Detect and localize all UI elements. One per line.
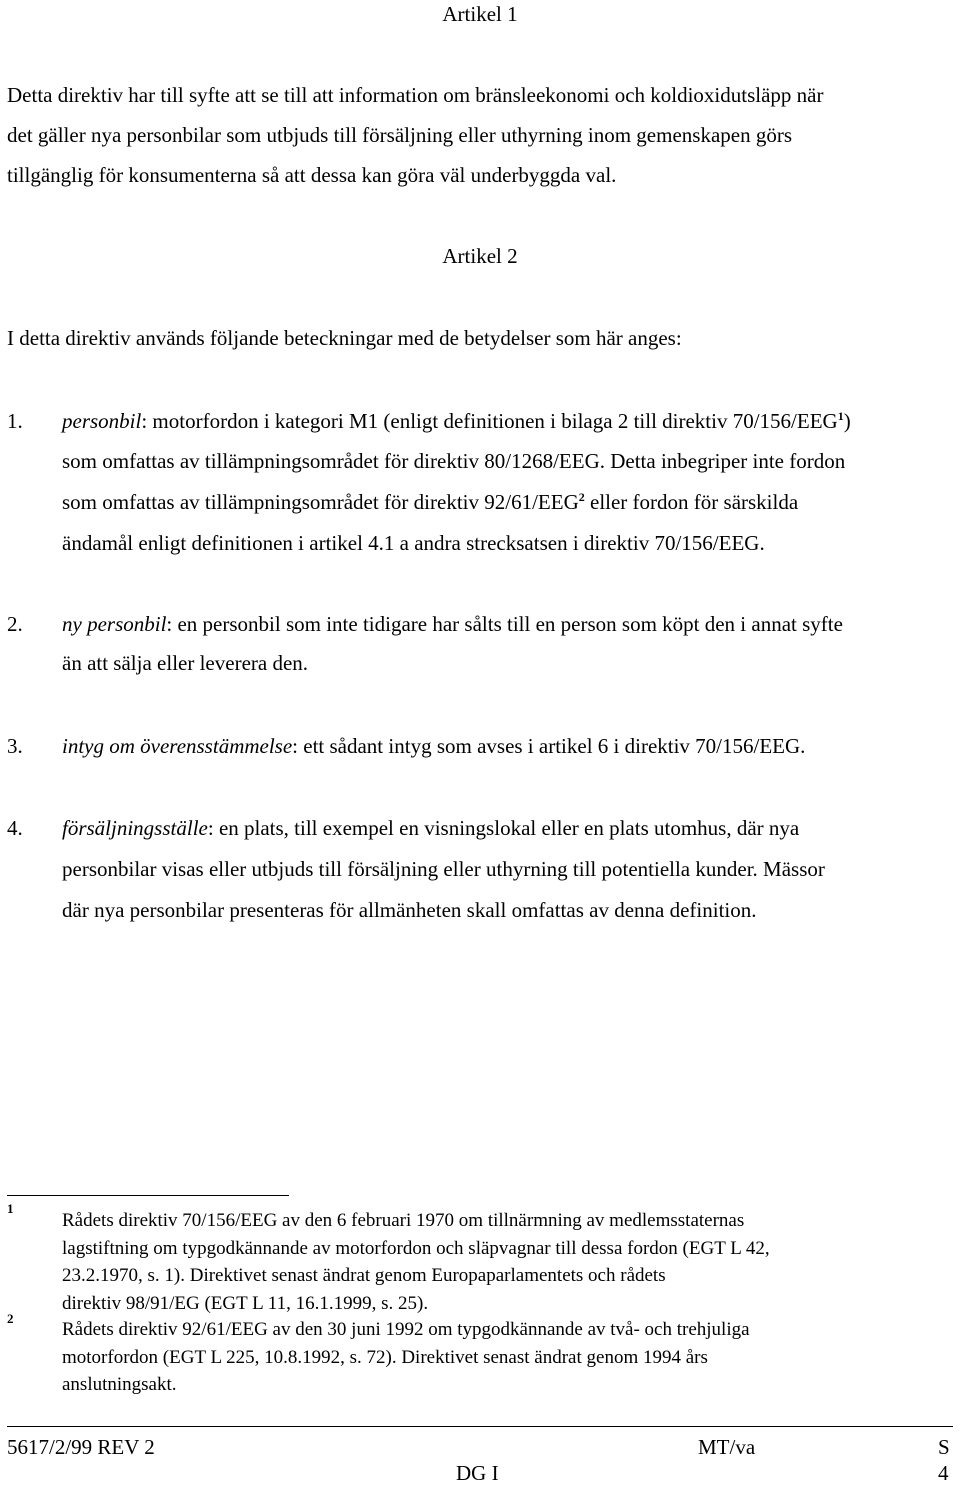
author-initials: MT/va: [698, 1435, 756, 1459]
definition-3-line-1: [62, 733, 805, 759]
definition-2-line-1: [62, 611, 843, 637]
definition-text: : en personbil som inte tidigare har sålts till en person som köpt den i annat syfte: [166, 612, 843, 636]
definition-text: : motorfordon i kategori M1 (enligt definitionen i bilaga 2 till direktiv 70/156/EEG: [141, 409, 838, 433]
definition-4-line-2: personbilar visas eller utbjuds till försäljning eller uthyrning till potentiella kunder. Mässor: [62, 857, 825, 881]
definition-1-line-3: [62, 489, 798, 515]
document-reference: 5617/2/99 REV 2: [7, 1435, 155, 1459]
language-code: S: [938, 1435, 950, 1459]
footnote-1-line-4: direktiv 98/91/EG (EGT L 11, 16.1.1999, s. 25).: [62, 1293, 429, 1314]
footnote-2-line-1: Rådets direktiv 92/61/EEG av den 30 juni 1992 om typgodkännande av två- och trehjuliga: [62, 1319, 750, 1340]
footnote-1-line-3: 23.2.1970, s. 1). Direktivet senast ändrat genom Europaparlamentets och rådets: [62, 1265, 666, 1286]
definition-number-2: 2.: [7, 612, 23, 636]
definition-term: intyg om överensstämmelse: [62, 734, 293, 758]
page-number: 4: [938, 1461, 949, 1485]
article-1-line-3: tillgänglig för konsumenterna så att dessa kan göra väl underbyggda val.: [7, 163, 617, 187]
definition-1-line-4: ändamål enligt definitionen i artikel 4.1 a andra strecksatsen i direktiv 70/156/EEG.: [62, 531, 765, 555]
footnote-1-line-1: Rådets direktiv 70/156/EEG av den 6 februari 1970 om tillnärmning av medlemsstaternas: [62, 1210, 745, 1231]
definition-text: : en plats, till exempel en visningslokal eller en plats utomhus, där nya: [207, 816, 800, 840]
definition-term: ny personbil: [62, 612, 167, 636]
definition-text: som omfattas av tillämpningsområdet för direktiv 92/61/EEG: [62, 490, 579, 514]
article-1-heading: Artikel 1: [442, 2, 518, 26]
definition-1-line-1: [62, 408, 851, 434]
definition-term: försäljningsställe: [62, 816, 208, 840]
directorate-general: DG I: [456, 1461, 499, 1485]
definition-1-line-2: som omfattas av tillämpningsområdet för direktiv 80/1268/EEG. Detta inbegriper inte fordon: [62, 449, 846, 473]
definition-text-end: ): [843, 409, 851, 433]
footnote-2-line-2: motorfordon (EGT L 225, 10.8.1992, s. 72). Direktivet senast ändrat genom 1994 års: [62, 1347, 708, 1368]
definition-term: personbil: [62, 409, 142, 433]
definition-number-3: 3.: [7, 734, 23, 758]
footer-separator: [7, 1426, 953, 1427]
footnote-1-line-2: lagstiftning om typgodkännande av motorfordon och släpvagnar till dessa fordon (EGT L 42,: [62, 1238, 770, 1259]
footnote-mark-1: 1: [7, 1201, 14, 1216]
definition-2-line-2: än att sälja eller leverera den.: [62, 651, 309, 675]
definition-text-end: eller fordon för särskilda: [584, 490, 799, 514]
article-2-intro: I detta direktiv används följande beteckningar med de betydelser som här anges:: [7, 326, 682, 350]
article-1-line-1: Detta direktiv har till syfte att se till att information om bränsleekonomi och koldioxidutsläpp när: [7, 83, 824, 107]
article-1-line-2: det gäller nya personbilar som utbjuds till försäljning eller uthyrning inom gemenskapen görs: [7, 123, 793, 147]
definition-4-line-1: [62, 815, 799, 841]
footnote-ref: 2: [578, 490, 585, 504]
definition-text: : ett sådant intyg som avses i artikel 6 i direktiv 70/156/EEG.: [292, 734, 806, 758]
definition-number-4: 4.: [7, 816, 23, 840]
footnote-2-line-3: anslutningsakt.: [62, 1374, 177, 1395]
definition-4-line-3: där nya personbilar presenteras för allmänheten skall omfattas av denna definition.: [62, 898, 757, 922]
article-2-heading: Artikel 2: [442, 244, 518, 268]
footnote-ref: 1: [837, 409, 844, 423]
definition-number-1: 1.: [7, 409, 23, 433]
footnote-mark-2: 2: [7, 1311, 14, 1326]
footnote-separator: [7, 1195, 289, 1196]
